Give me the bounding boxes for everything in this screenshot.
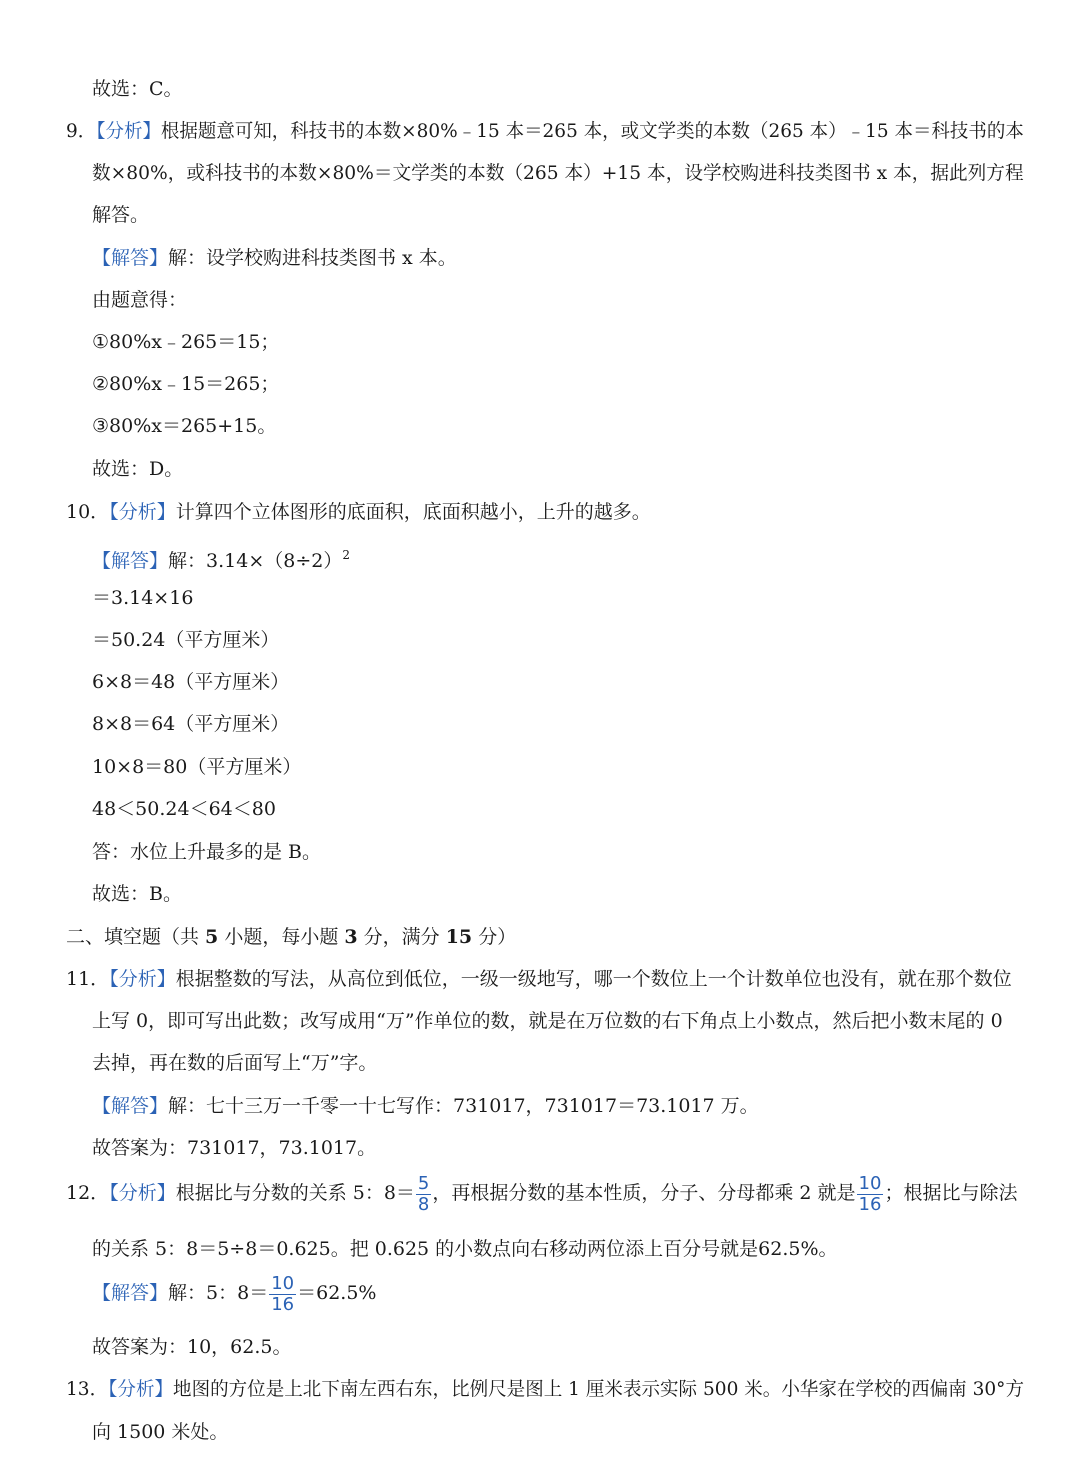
q12-analysis-text-pre: 根据比与分数的关系 5：8＝ [175, 1182, 415, 1204]
q9-analysis-line-2: 数×80%，或科技书的本数×80%＝文学类的本数（265 本）+15 本，设学校购进科技类图书 x 本，据此列方程 [92, 162, 1024, 184]
q9-answer-line-1 [92, 245, 457, 271]
q12-number: 12． [66, 1182, 110, 1204]
fraction-numerator: 10 [271, 1272, 295, 1294]
q11-analysis-line-3: 去掉，再在数的后面写上“万”字。 [92, 1052, 378, 1074]
q12-analysis-line-1 [66, 1170, 1017, 1216]
q9-answer-tag: 【解答】 [92, 247, 169, 269]
section-2-suffix: 分） [472, 926, 517, 948]
q11-analysis-line-1 [66, 966, 1012, 992]
q13-number: 13． [66, 1378, 109, 1400]
q9-conclusion: 故选：D。 [92, 458, 184, 480]
q12-conclusion: 故答案为：10，62.5。 [92, 1336, 292, 1358]
q12-answer-text-pre: 解：5：8＝ [168, 1282, 269, 1304]
q11-answer-tag: 【解答】 [92, 1095, 169, 1117]
fraction-denominator: 8 [417, 1193, 430, 1215]
q10-analysis-text-1: 计算四个立体图形的底面积，底面积越小，上升的越多。 [175, 501, 651, 523]
q10-analysis-tag: 【分析】 [109, 501, 176, 523]
q10-answer-tag: 【解答】 [92, 550, 169, 572]
q10-analysis-line-1 [66, 499, 651, 525]
q12-analysis-tag: 【分析】 [109, 1182, 176, 1204]
q9-analysis-text-1: 根据题意可知，科技书的本数×80%﹣15 本＝265 本，或文学类的本数（265 本）﹣15 本＝科技书的本 [160, 120, 1024, 142]
q10-exponent: 2 [342, 548, 350, 562]
q12-answer-tag: 【解答】 [92, 1282, 169, 1304]
section-2-mid-2: 分，满分 [357, 926, 446, 948]
q13-analysis-tag: 【分析】 [108, 1378, 174, 1400]
q11-number: 11． [66, 968, 110, 990]
q11-analysis-tag: 【分析】 [109, 968, 176, 990]
q10-step-1: ＝3.14×16 [92, 587, 194, 609]
q9-analysis-tag: 【分析】 [96, 120, 161, 142]
section-2-each: 3 [344, 926, 358, 948]
fraction-denominator: 16 [858, 1193, 882, 1215]
q12-analysis-text-post: ；根据比与除法 [884, 1182, 1018, 1204]
fraction-denominator: 16 [271, 1293, 295, 1315]
q9-equation-1: ①80%x﹣265＝15； [92, 331, 280, 353]
fraction-10-16 [269, 1274, 296, 1315]
fraction-10-16 [857, 1174, 884, 1215]
section-2-count: 5 [205, 926, 219, 948]
q11-answer-line-1 [92, 1093, 759, 1119]
fraction-numerator: 10 [858, 1172, 882, 1194]
section-2-prefix: 二、填空题（共 [66, 926, 206, 948]
q12-analysis-line-2: 的关系 5：8＝5÷8＝0.625。把 0.625 的小数点向右移动两位添上百分号就是62.5%。 [92, 1238, 838, 1260]
q11-analysis-line-2: 上写 0，即可写出此数；改写成用“万”作单位的数，就是在万位数的右下角点上小数点，然后把小数末尾的 0 [92, 1010, 1003, 1032]
q10-number: 10． [66, 501, 110, 523]
q8-conclusion: 故选：C。 [92, 78, 183, 100]
q10-step-7: 答：水位上升最多的是 B。 [92, 841, 322, 863]
q12-analysis-text-mid: ，再根据分数的基本性质，分子、分母都乘 2 就是 [432, 1182, 856, 1204]
q9-equation-3: ③80%x＝265+15。 [92, 415, 277, 437]
q9-number: 9． [66, 120, 97, 142]
q13-analysis-line-1 [66, 1376, 1024, 1402]
q13-analysis-text-1: 地图的方位是上北下南左西右东，比例尺是图上 1 厘米表示实际 500 米。小华家在学校的西偏南 30°方 [173, 1378, 1024, 1400]
section-2-heading [66, 924, 516, 950]
q10-step-6: 48＜50.24＜64＜80 [92, 798, 276, 820]
q9-step-intro: 由题意得： [92, 289, 188, 311]
q9-answer-text-1: 解：设学校购进科技类图书 x 本。 [168, 247, 457, 269]
q11-answer-text-1: 解：七十三万一千零一十七写作：731017，731017＝73.1017 万。 [168, 1095, 759, 1117]
q9-equation-2: ②80%x﹣15＝265； [92, 373, 280, 395]
q10-step-4: 8×8＝64（平方厘米） [92, 713, 290, 735]
section-2-mid-1: 小题，每小题 [218, 926, 345, 948]
q12-answer-text-post: ＝62.5% [297, 1282, 377, 1304]
q10-step-3: 6×8＝48（平方厘米） [92, 671, 290, 693]
q11-analysis-text-1: 根据整数的写法，从高位到低位，一级一级地写，哪一个数位上一个计数单位也没有，就在那个数位 [175, 968, 1012, 990]
q10-answer-text-1: 解：3.14×（8÷2） [168, 550, 343, 572]
q10-answer-line-1 [92, 542, 350, 574]
q13-analysis-line-2: 向 1500 米处。 [92, 1421, 229, 1443]
fraction-numerator: 5 [417, 1172, 430, 1194]
q10-step-2: ＝50.24（平方厘米） [92, 629, 280, 651]
fraction-5-8 [416, 1174, 431, 1215]
q10-conclusion: 故选：B。 [92, 883, 182, 905]
q9-analysis-line-1 [66, 118, 1024, 144]
q11-conclusion: 故答案为：731017，73.1017。 [92, 1137, 377, 1159]
q10-step-5: 10×8＝80（平方厘米） [92, 756, 302, 778]
section-2-total: 15 [445, 926, 473, 948]
q12-answer-line-1 [92, 1270, 376, 1316]
q9-analysis-line-3: 解答。 [92, 204, 150, 226]
